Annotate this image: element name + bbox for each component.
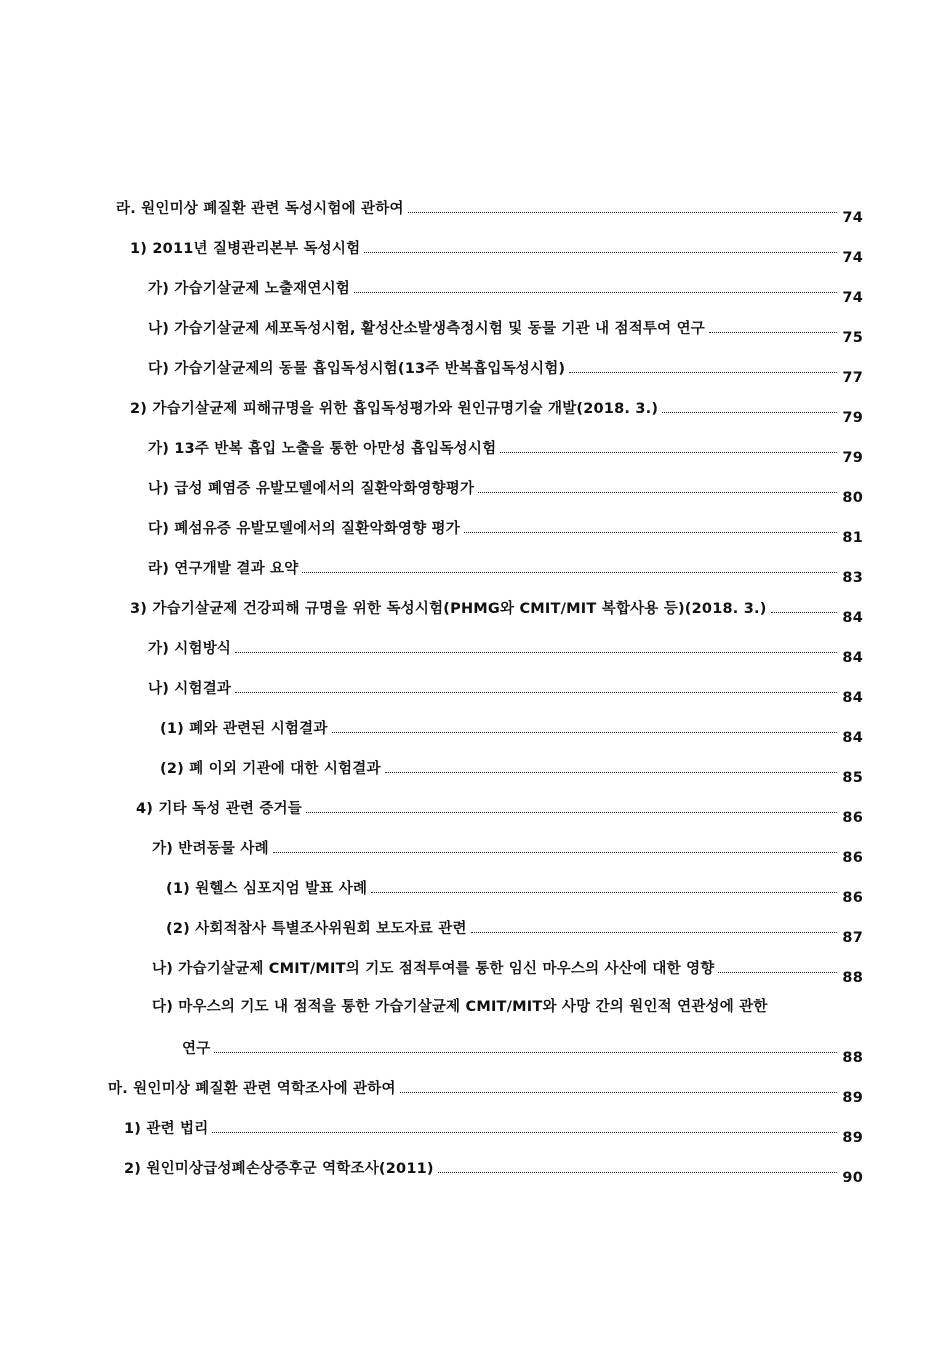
toc-entry — [130, 236, 863, 266]
toc-page-number: 79 — [842, 410, 863, 426]
toc-leader — [464, 532, 837, 533]
toc-entry-label: (1) 폐와 관련된 시험결과 — [160, 721, 328, 737]
toc-entry-label: 2) 가습기살균제 피해규명을 위한 흡입독성평가와 원인규명기술 개발(2018. 3.) — [130, 401, 659, 417]
toc-entry-continued — [152, 996, 863, 1020]
toc-entry-label: 다) 가습기살균제의 동물 흡입독성시험(13주 반복흡입독성시험) — [148, 361, 566, 377]
toc-page-number: 86 — [842, 810, 863, 826]
toc-entry — [160, 716, 863, 746]
toc-leader — [709, 332, 837, 333]
toc-entry — [166, 916, 863, 946]
toc-entry — [130, 596, 863, 626]
toc-entry — [166, 876, 863, 906]
toc-page-number: 86 — [842, 850, 863, 866]
toc-page-number: 74 — [842, 210, 863, 226]
toc-leader — [214, 1052, 837, 1053]
toc-page-number: 84 — [842, 650, 863, 666]
toc-leader — [438, 1172, 837, 1173]
toc-page-number: 88 — [842, 970, 863, 986]
toc-leader — [400, 1092, 837, 1093]
toc-entry-label: 가) 시험방식 — [148, 641, 232, 657]
toc-leader — [212, 1132, 837, 1133]
toc-entry-label: 4) 기타 독성 관련 증거들 — [136, 801, 302, 817]
toc-entry — [108, 1076, 863, 1106]
toc-entry — [136, 796, 863, 826]
toc-page-number: 84 — [842, 690, 863, 706]
toc-entry-label: 1) 2011년 질병관리본부 독성시험 — [130, 241, 361, 257]
toc-page-number: 86 — [842, 890, 863, 906]
toc-leader — [408, 212, 837, 213]
toc-page-number: 84 — [842, 730, 863, 746]
toc-leader — [371, 892, 837, 893]
toc-entry — [182, 1036, 863, 1066]
toc-entry-label: 나) 급성 폐염증 유발모델에서의 질환악화영향평가 — [148, 481, 475, 497]
toc-leader — [273, 852, 837, 853]
toc-entry-label: 라. 원인미상 폐질환 관련 독성시험에 관하여 — [116, 201, 404, 217]
toc-entry — [148, 356, 863, 386]
toc-entry — [148, 476, 863, 506]
toc-leader — [662, 412, 837, 413]
toc-page-number: 80 — [842, 490, 863, 506]
toc-leader — [364, 252, 837, 253]
toc-page-number: 84 — [842, 610, 863, 626]
toc-entry-label: 다) 마우스의 기도 내 점적을 통한 가습기살균제 CMIT/MIT와 사망 간의 원인적 연관성에 관한 — [152, 999, 768, 1015]
toc-page-number: 81 — [842, 530, 863, 546]
toc-entry — [148, 516, 863, 546]
toc-entry — [148, 316, 863, 346]
toc-leader — [500, 452, 837, 453]
toc-leader — [478, 492, 837, 493]
toc-entry — [148, 636, 863, 666]
toc-entry — [160, 756, 863, 786]
toc-leader — [354, 292, 837, 293]
toc-entry-label: (1) 원헬스 심포지엄 발표 사례 — [166, 881, 368, 897]
toc-page-number: 75 — [842, 330, 863, 346]
toc-entry — [124, 1156, 863, 1186]
toc-page-number: 90 — [842, 1170, 863, 1186]
toc-page-number: 79 — [842, 450, 863, 466]
toc-entry — [116, 196, 863, 226]
toc-page-number: 89 — [842, 1090, 863, 1106]
toc-entry-label: 라) 연구개발 결과 요약 — [148, 561, 299, 577]
toc-page-number: 74 — [842, 290, 863, 306]
toc-leader — [332, 732, 837, 733]
toc-leader — [302, 572, 837, 573]
toc-entry — [124, 1116, 863, 1146]
toc-leader — [385, 772, 837, 773]
toc-entry — [148, 276, 863, 306]
toc-entry-label: 가) 반려동물 사례 — [152, 841, 269, 857]
toc-leader — [471, 932, 837, 933]
toc-page-number: 85 — [842, 770, 863, 786]
toc-entry-label: 다) 폐섬유증 유발모델에서의 질환악화영향 평가 — [148, 521, 460, 537]
toc-page-number: 74 — [842, 250, 863, 266]
toc-entry — [148, 436, 863, 466]
toc-leader — [306, 812, 837, 813]
toc-entry-label: 나) 가습기살균제 세포독성시험, 활성산소발생측정시험 및 동물 기관 내 점적투여 연구 — [148, 321, 706, 337]
toc-page-number: 88 — [842, 1050, 863, 1066]
toc-entry — [152, 956, 863, 986]
toc-entry-label: 3) 가습기살균제 건강피해 규명을 위한 독성시험(PHMG와 CMIT/MIT 복합사용 등)(2018. 3.) — [130, 601, 767, 617]
toc-entry-label: (2) 폐 이외 기관에 대한 시험결과 — [160, 761, 381, 777]
toc-entry-label: (2) 사회적참사 특별조사위원회 보도자료 관련 — [166, 921, 467, 937]
toc-entry-label: 1) 관련 법리 — [124, 1121, 209, 1137]
toc-page-number: 83 — [842, 570, 863, 586]
toc-leader — [771, 612, 837, 613]
toc-entry-label: 연구 — [182, 1041, 211, 1057]
toc-entry — [152, 836, 863, 866]
toc-page-number: 89 — [842, 1130, 863, 1146]
toc-leader — [235, 692, 837, 693]
toc-leader — [569, 372, 837, 373]
toc-leader — [718, 972, 837, 973]
toc-entry — [148, 676, 863, 706]
toc-page-number: 87 — [842, 930, 863, 946]
toc-entry-label: 마. 원인미상 폐질환 관련 역학조사에 관하여 — [108, 1081, 396, 1097]
toc-entry-label: 가) 가습기살균제 노출재연시험 — [148, 281, 351, 297]
toc-entry-label: 나) 가습기살균제 CMIT/MIT의 기도 점적투여를 통한 임신 마우스의 사산에 대한 영향 — [152, 961, 715, 977]
toc-page-number: 77 — [842, 370, 863, 386]
toc-leader — [235, 652, 837, 653]
toc-entry-label: 나) 시험결과 — [148, 681, 232, 697]
toc-entry-label: 2) 원인미상급성폐손상증후군 역학조사(2011) — [124, 1161, 434, 1177]
toc-entry — [130, 396, 863, 426]
toc-entry-label: 가) 13주 반복 흡입 노출을 통한 아만성 흡입독성시험 — [148, 441, 497, 457]
toc-entry — [148, 556, 863, 586]
